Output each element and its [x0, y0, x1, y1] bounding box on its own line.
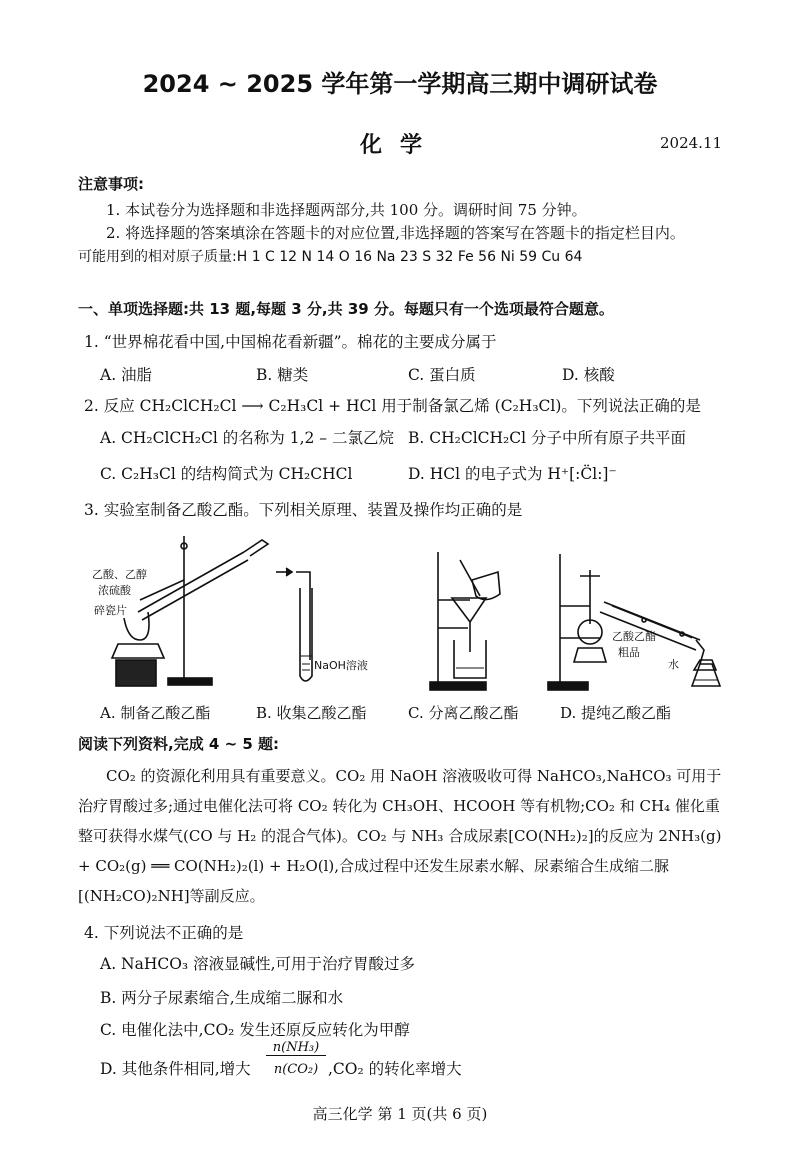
q1-option-d: D. 核酸: [562, 366, 615, 384]
q4-option-a: A. NaHCO₃ 溶液显碱性,可用于治疗胃酸过多: [100, 955, 416, 973]
q3-caption-b: B. 收集乙酸乙酯: [256, 704, 367, 722]
label-reagent-2: 浓硫酸: [98, 584, 131, 597]
label-water: 水: [668, 658, 679, 671]
notice-heading: 注意事项:: [78, 175, 144, 193]
q4-fraction-numerator: n(NH₃): [266, 1040, 326, 1056]
q3-caption-d: D. 提纯乙酸乙酯: [560, 704, 672, 722]
q1-option-b: B. 糖类: [256, 366, 309, 384]
exam-title: 2024 ~ 2025 学年第一学期高三期中调研试卷: [142, 70, 658, 98]
question-3-stem: 3. 实验室制备乙酸乙酯。下列相关原理、装置及操作均正确的是: [84, 501, 523, 519]
apparatus-c: [430, 552, 500, 690]
page-footer: 高三化学 第 1 页(共 6 页): [312, 1105, 488, 1123]
question-1-stem: 1. “世界棉花看中国,中国棉花看新疆”。棉花的主要成分属于: [84, 333, 497, 351]
label-naoh-solution: NaOH溶液: [314, 659, 368, 672]
label-reagent-1: 乙酸、乙醇: [92, 568, 147, 581]
q4-option-d-prefix: D. 其他条件相同,增大: [100, 1060, 251, 1078]
q1-option-c: C. 蛋白质: [408, 366, 476, 384]
q4-option-b: B. 两分子尿素缩合,生成缩二脲和水: [100, 989, 344, 1007]
subject-title: 化学: [359, 133, 440, 158]
exam-date: 2024.11: [660, 134, 723, 152]
label-crude-2: 粗品: [618, 646, 640, 659]
reading-heading: 阅读下列资料,完成 4 ~ 5 题:: [78, 735, 280, 753]
q4-option-d-suffix: ,CO₂ 的转化率增大: [328, 1060, 462, 1078]
notice-item-1: 1. 本试卷分为选择题和非选择题两部分,共 100 分。调研时间 75 分钟。: [106, 201, 587, 219]
q3-caption-a: A. 制备乙酸乙酯: [100, 704, 211, 722]
apparatus-d: [548, 554, 720, 690]
question-4-stem: 4. 下列说法不正确的是: [84, 924, 244, 942]
q2-option-a: A. CH₂ClCH₂Cl 的名称为 1,2 – 二氯乙烷: [100, 429, 394, 447]
question-2-stem: 2. 反应 CH₂ClCH₂Cl ⟶ C₂H₃Cl + HCl 用于制备氯乙烯 (C₂H₃Cl)。下列说法正确的是: [84, 397, 701, 415]
label-crude-1: 乙酸乙酯: [612, 630, 656, 643]
q2-option-d: D. HCl 的电子式为 H⁺[:C̈l:]⁻: [408, 465, 617, 483]
apparatus-a: [112, 536, 268, 686]
q2-option-c: C. C₂H₃Cl 的结构简式为 CH₂CHCl: [100, 465, 353, 483]
q3-caption-c: C. 分离乙酸乙酯: [408, 704, 519, 722]
label-reagent-3: 碎瓷片: [94, 604, 127, 617]
apparatus-b: [276, 568, 312, 681]
reading-passage: CO₂ 的资源化利用具有重要意义。CO₂ 用 NaOH 溶液吸收可得 NaHCO₃,NaHCO₃ 可用于治疗胃酸过多;通过电催化法可将 CO₂ 转化为 CH₃OH、HCOOH 等有机物;CO₂ 和 CH₄ 催化重整可获得水煤气(CO 与 H₂ 的混合气体)。CO₂ 与 NH₃ 合成尿素[CO(NH₂)₂]的反应为 2NH₃(g) + CO₂(g) ══ CO(NH₂)₂(l) + H₂O(l),合成过程中还发生尿素水解、尿素缩合生成缩二脲[(NH₂CO)₂NH]等副反应。: [78, 767, 722, 905]
q2-option-b: B. CH₂ClCH₂Cl 分子中所有原子共平面: [408, 429, 686, 447]
q4-fraction-denominator: n(CO₂): [273, 1062, 319, 1077]
section-heading: 一、单项选择题:共 13 题,每题 3 分,共 39 分。每题只有一个选项最符合题意。: [78, 300, 614, 318]
q4-option-c: C. 电催化法中,CO₂ 发生还原反应转化为甲醇: [100, 1021, 410, 1039]
atomic-mass-line: 可能用到的相对原子质量:H 1 C 12 N 14 O 16 Na 23 S 32 Fe 56 Ni 59 Cu 64: [78, 249, 583, 265]
notice-item-2: 2. 将选择题的答案填涂在答题卡的对应位置,非选择题的答案写在答题卡的指定栏目内。: [106, 224, 685, 242]
q1-option-a: A. 油脂: [100, 366, 153, 384]
